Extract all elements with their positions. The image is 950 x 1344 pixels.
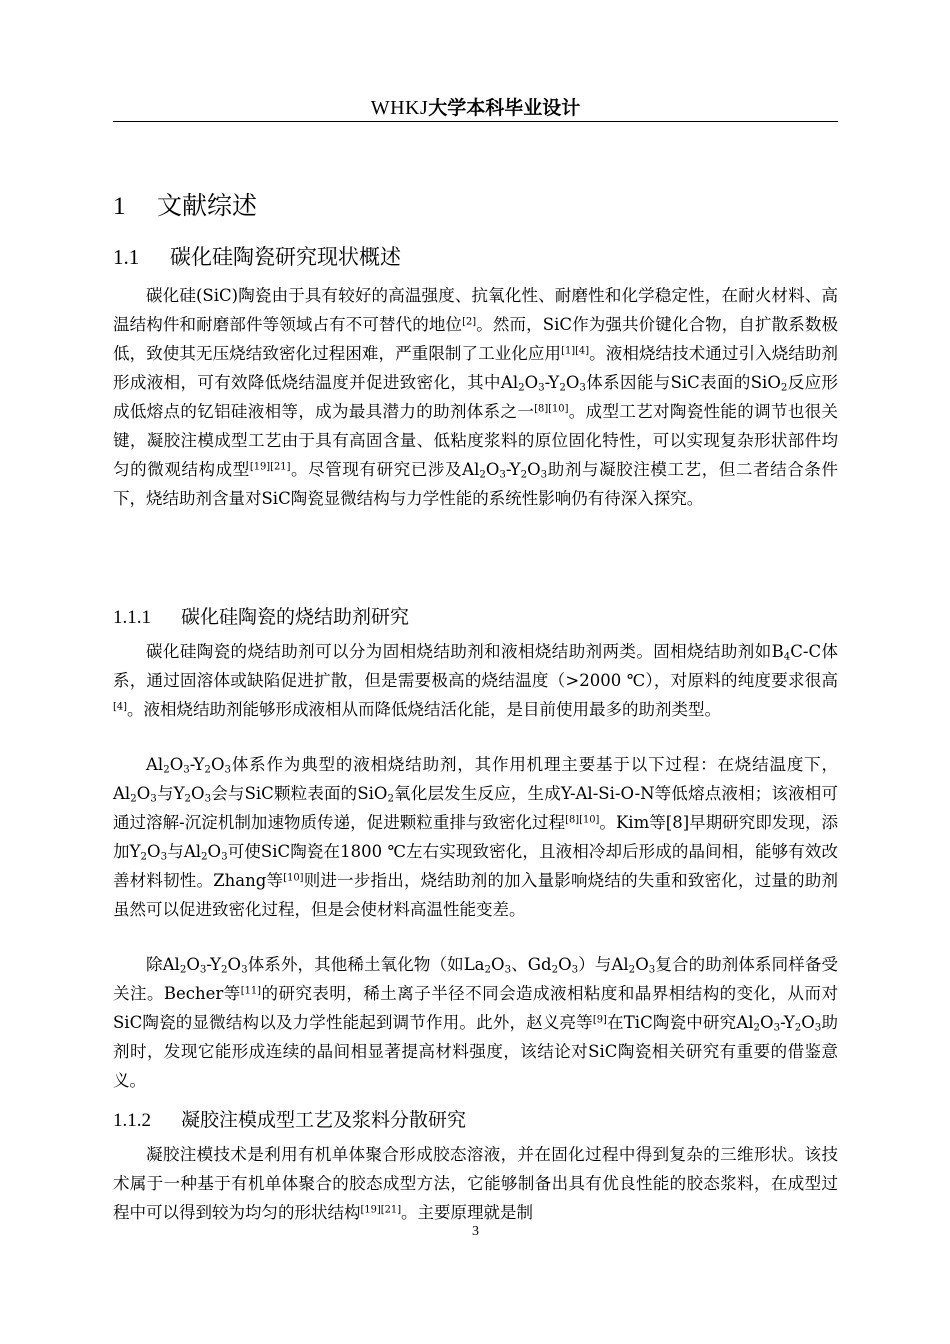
chapter-heading [113,188,257,225]
paragraph-5: 凝胶注模技术是利用有机单体聚合形成胶态溶液，并在固化过程中得到复杂的三维形状。该技术属于一种基于有机单体聚合的胶态成型方法，它能够制备出具有优良性能的胶态浆料，在成型过程中可以得到较为均匀的形状结构[19][21]。主要原理就是制 [113,1145,838,1222]
page-number: 3 [472,1224,479,1239]
paragraph-2: 碳化硅陶瓷的烧结助剂可以分为固相烧结助剂和液相烧结助剂两类。固相烧结助剂如$B_4C-C$体系，通过固溶体或缺陷促进扩散，但是需要极高的烧结温度（>2000 ℃），对原料的纯度要求很高[4]。液相烧结助剂能够形成液相从而降低烧结活化能，是目前使用最多的助剂类型。 [113,642,838,719]
subsection-heading-1-1-2 [113,1105,466,1136]
paragraph-1: 碳化硅(SiC)陶瓷由于具有较好的高温强度、抗氧化性、耐磨性和化学稳定性，在耐火材料、高温结构件和耐磨部件等领域占有不可替代的地位[2]。然而，SiC作为强共价键化合物，自扩散系数极低，致使其无压烧结致密化过程困难，严重限制了工业化应用[1][4]。液相烧结技术通过引入烧结助剂形成液相，可有效降低烧结温度并促进致密化，其中$Al_2O_3-Y_2O_3$体系因能与SiC表面的SiO$_2$反应形成低熔点的钇铝硅液相等，成为最具潜力的助剂体系之一[8][10]。成型工艺对陶瓷性能的调节也很关键，凝胶注模成型工艺由于具有高固含量、低粘度浆料的原位固化特性，可以实现复杂形状部件均匀的微观结构成型[19][21]。尽管现有研究已涉及$Al_2O_3-Y_2O_3$助剂与凝胶注模工艺，但二者结合条件下，烧结助剂含量对SiC陶瓷显微结构与力学性能的系统性影响仍有待深入探究。 [113,286,839,508]
section-title: 碳化硅陶瓷研究现状概述 [170,245,401,269]
subsection-number: 1.1.1 [113,607,151,628]
section-number: 1.1 [113,245,140,269]
chapter-number: 1 [113,193,126,220]
header-title: 大学本科毕业设计 [428,97,581,119]
section-heading-1-1 [113,241,401,273]
subsection-title: 凝胶注模成型工艺及浆料分散研究 [181,1109,467,1131]
paragraph-3: $Al_2O_3-Y_2O_3$体系作为典型的液相烧结助剂，其作用机理主要基于以下过程：在烧结温度下，$Al_2O_3$与$Y_2O_3$会与SiC颗粒表面的SiO$_2$氧化层发生反应，生成Y-Al-Si-O-N等低熔点液相；该液相可通过溶解-沉淀机制加速物质传递，促进颗粒重排与致密化过程[8][10]。Kim等[8]早期研究即发现，添加$Y_2O_3$与$Al_2O_3$可使SiC陶瓷在1800 ℃左右实现致密化，且液相冷却后形成的晶间相，能够有效改善材料韧性。Zhang等[10]则进一步指出，烧结助剂的加入量影响烧结的失重和致密化，过量的助剂虽然可以促进致密化过程，但是会使材料高温性能变差。 [113,755,839,919]
chapter-title: 文献综述 [157,191,258,220]
running-header [113,92,838,122]
subsection-heading-1-1-1 [113,602,409,633]
header-rule [113,121,838,122]
subsection-number: 1.1.2 [113,1110,151,1131]
paragraph-4: 除$Al_2O_3-Y_2O_3$体系外，其他稀土氧化物（如$La_2O_3$、$Gd_2O_3$）与$Al_2O_3$复合的助剂体系同样备受关注。Becher等[11]的研究表明，稀土离子半径不同会造成液相粘度和晶界相结构的变化，从而对SiC陶瓷的显微结构以及力学性能起到调节作用。此外，赵义亮等[9]在TiC陶瓷中研究$Al_2O_3-Y_2O_3$助剂时，发现它能形成连续的晶间相显著提高材料强度，该结论对SiC陶瓷相关研究有重要的借鉴意义。 [113,955,839,1090]
header-latin: WHKJ [370,97,429,119]
subsection-title: 碳化硅陶瓷的烧结助剂研究 [181,606,410,628]
